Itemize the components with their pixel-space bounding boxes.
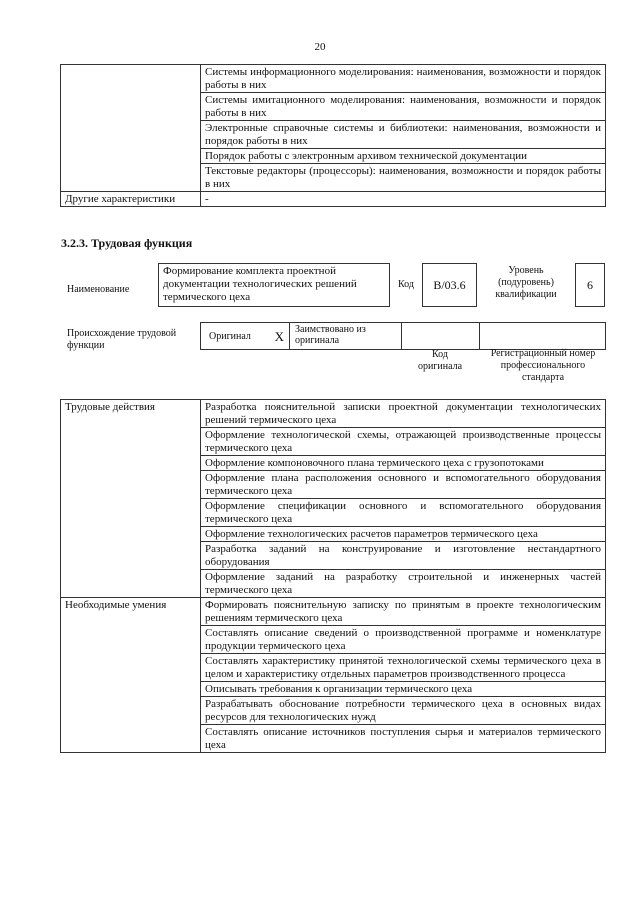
row-text: Порядок работы с электронным архивом технической документации [201, 149, 606, 164]
name-label: Наименование [67, 284, 130, 295]
row-label [61, 121, 201, 149]
origin-original-cell [200, 322, 290, 350]
list-item: Оформление технологических расчетов параметров термического цеха [201, 527, 606, 542]
original-label: Оригинал [209, 330, 251, 342]
section-title: 3.2.3. Трудовая функция [61, 236, 193, 250]
group-label: Необходимые умения [61, 598, 201, 753]
labor-function-table [60, 399, 606, 753]
table-row [61, 598, 606, 626]
table-row [61, 164, 606, 192]
list-item: Оформление компоновочного плана термического цеха с грузопотоками [201, 456, 606, 471]
table-row [61, 192, 606, 207]
level-box [575, 263, 605, 307]
code-original-caption: Код оригинала [417, 349, 463, 372]
list-item: Разработка заданий на конструирование и изготовление нестандартного оборудования [201, 542, 606, 570]
row-text: Системы имитационного моделирования: наименования, возможности и порядок работы в них [201, 93, 606, 121]
row-label [61, 93, 201, 121]
borrowed-label: Заимствовано из оригинала [295, 324, 366, 346]
row-label: Другие характеристики [61, 192, 201, 207]
list-item: Составлять описание сведений о производственной программе и номенклатуре продукции термического цеха [201, 626, 606, 654]
list-item: Составлять характеристику принятой технологической схемы термического цеха в целом и характеристику отдельных параметров производственного процесса [201, 654, 606, 682]
list-item: Оформление заданий на разработку строительной и инженерных частей термического цеха [201, 570, 606, 598]
list-item: Разработка пояснительной записки проектной документации технологических решений термического цеха [201, 400, 606, 428]
function-name-value: Формирование комплекта проектной документации технологических решений термического цеха [163, 265, 357, 303]
code-value: B/03.6 [433, 277, 466, 292]
row-text: - [201, 192, 606, 207]
list-item: Оформление плана расположения основного и вспомогательного оборудования термического цеха [201, 471, 606, 499]
knowledge-table-continued [60, 64, 606, 207]
row-text: Текстовые редакторы (процессоры): наименования, возможности и порядок работы в них [201, 164, 606, 192]
table-row [61, 149, 606, 164]
level-label: Уровень (подуровень) квалификации [495, 265, 557, 300]
row-label [61, 149, 201, 164]
row-text: Электронные справочные системы и библиотеки: наименования, возможности и порядок работы в них [201, 121, 606, 149]
list-item: Оформление спецификации основного и вспомогательного оборудования термического цеха [201, 499, 606, 527]
table-row [61, 400, 606, 428]
table-row [61, 93, 606, 121]
reg-number-caption: Регистрационный номер профессионального стандарта [490, 348, 596, 383]
function-name-box [158, 263, 390, 307]
origin-code-cell [401, 322, 480, 350]
list-item: Формировать пояснительную записку по принятым в проекте технологическим решениям термического цеха [201, 598, 606, 626]
list-item: Составлять описание источников поступления сырья и материалов термического цеха [201, 725, 606, 753]
code-label: Код [398, 279, 414, 290]
row-text: Системы информационного моделирования: наименования, возможности и порядок работы в них [201, 65, 606, 93]
row-label [61, 164, 201, 192]
original-mark: X [274, 328, 284, 344]
table-row [61, 65, 606, 93]
list-item: Описывать требования к организации термического цеха [201, 682, 606, 697]
list-item: Разрабатывать обоснование потребности термического цеха в основных видах ресурсов для технологических нужд [201, 697, 606, 725]
code-box [422, 263, 477, 307]
level-value: 6 [587, 277, 593, 292]
origin-borrowed-cell [289, 322, 402, 350]
page-number: 20 [314, 41, 326, 53]
list-item: Оформление технологической схемы, отражающей производственные процессы термического цеха [201, 428, 606, 456]
row-label [61, 65, 201, 93]
origin-label: Происхождение трудовой функции [67, 328, 177, 351]
origin-reg-cell [479, 322, 606, 350]
group-label: Трудовые действия [61, 400, 201, 598]
table-row [61, 121, 606, 149]
